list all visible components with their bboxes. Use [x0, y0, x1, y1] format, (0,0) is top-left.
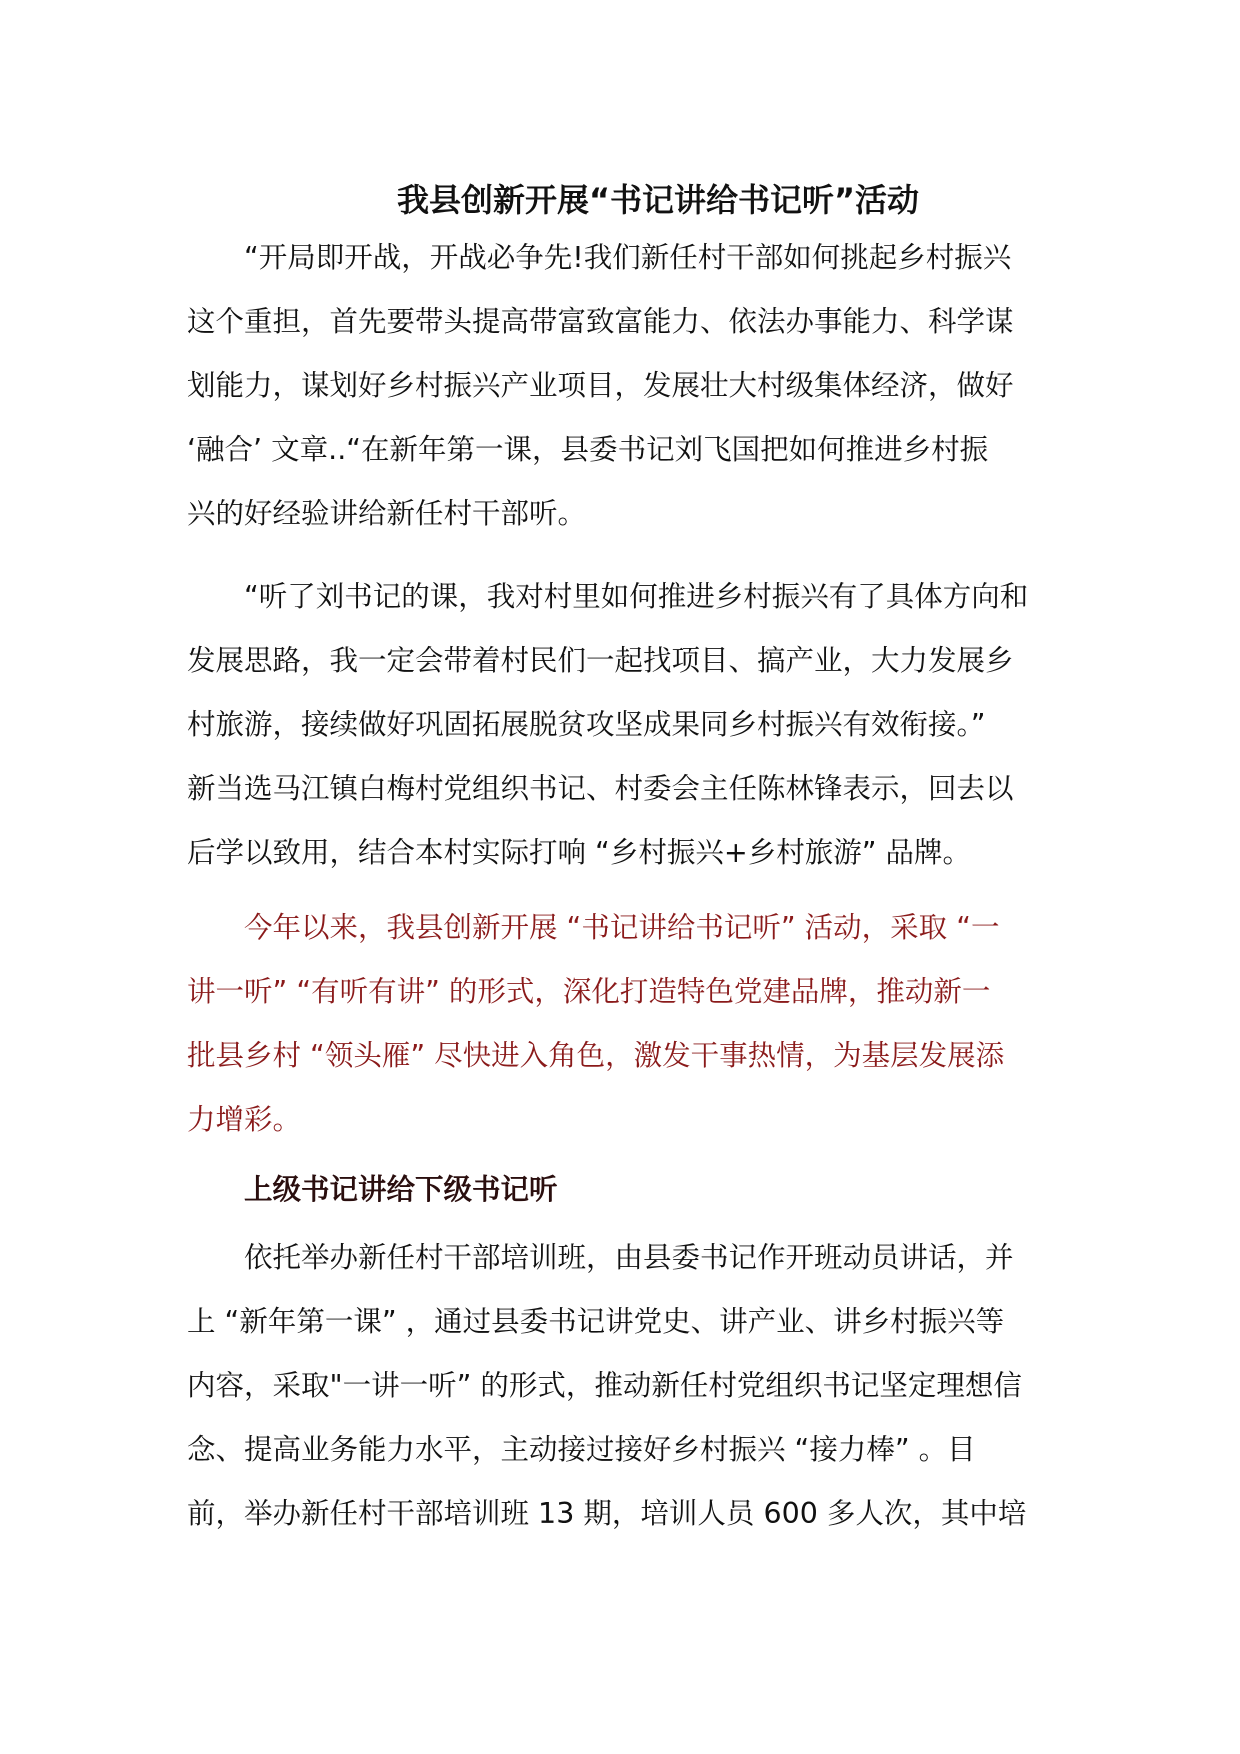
section-subheading: 上级书记讲给下级书记听 [244, 1173, 558, 1206]
document-title: 我县创新开展“书记讲给书记听”活动 [396, 181, 920, 219]
paragraph-4-line: 前，举办新任村干部培训班 13 期，培训人员 600 多人次，其中培 [187, 1497, 1027, 1530]
paragraph-1-line: “开局即开战，开战必争先!我们新任村干部如何挑起乡村振兴 [244, 241, 1012, 274]
paragraph-1-line: ‘融合’ 文章..“在新年第一课，县委书记刘飞国把如何推进乡村振 [187, 433, 989, 466]
paragraph-4-line: 念、提高业务能力水平，主动接过接好乡村振兴 “接力棒” 。目 [187, 1433, 976, 1466]
paragraph-3-line: 今年以来，我县创新开展 “书记讲给书记听” 活动，采取 “一 [244, 911, 1000, 944]
paragraph-1-line: 划能力，谋划好乡村振兴产业项目，发展壮大村级集体经济，做好 [187, 369, 1014, 402]
paragraph-1-line: 这个重担，首先要带头提高带富致富能力、依法办事能力、科学谋 [187, 305, 1014, 338]
paragraph-4-line: 内容，采取"一讲一听” 的形式，推动新任村党组织书记坚定理想信 [187, 1369, 1022, 1402]
paragraph-3-line: 力增彩。 [187, 1103, 302, 1136]
paragraph-2-line: “听了刘书记的课，我对村里如何推进乡村振兴有了具体方向和 [244, 580, 1029, 613]
paragraph-3-highlight [187, 896, 1055, 1152]
paragraph-2-line: 发展思路，我一定会带着村民们一起找项目、搞产业，大力发展乡 [187, 644, 1014, 677]
paragraph-1-line: 兴的好经验讲给新任村干部听。 [187, 497, 587, 530]
paragraph-4-line: 依托举办新任村干部培训班，由县委书记作开班动员讲话，并 [244, 1241, 1014, 1274]
paragraph-4 [187, 1226, 1055, 1546]
paragraph-2 [187, 565, 1055, 885]
paragraph-4-line: 上 “新年第一课” ，通过县委书记讲党史、讲产业、讲乡村振兴等 [187, 1305, 1005, 1338]
paragraph-2-line: 新当选马江镇白梅村党组织书记、村委会主任陈林锋表示，回去以 [187, 772, 1014, 805]
paragraph-2-line: 后学以致用，结合本村实际打响 “乡村振兴+乡村旅游” 品牌。 [187, 836, 972, 869]
paragraph-3-line: 批县乡村 “领头雁” 尽快进入角色，激发干事热情，为基层发展添 [187, 1039, 1005, 1072]
paragraph-3-line: 讲一听” “有听有讲” 的形式，深化打造特色党建品牌，推动新一 [187, 975, 991, 1008]
paragraph-2-line: 村旅游，接续做好巩固拓展脱贫攻坚成果同乡村振兴有效衔接。” [187, 708, 986, 741]
paragraph-1 [187, 226, 1055, 546]
